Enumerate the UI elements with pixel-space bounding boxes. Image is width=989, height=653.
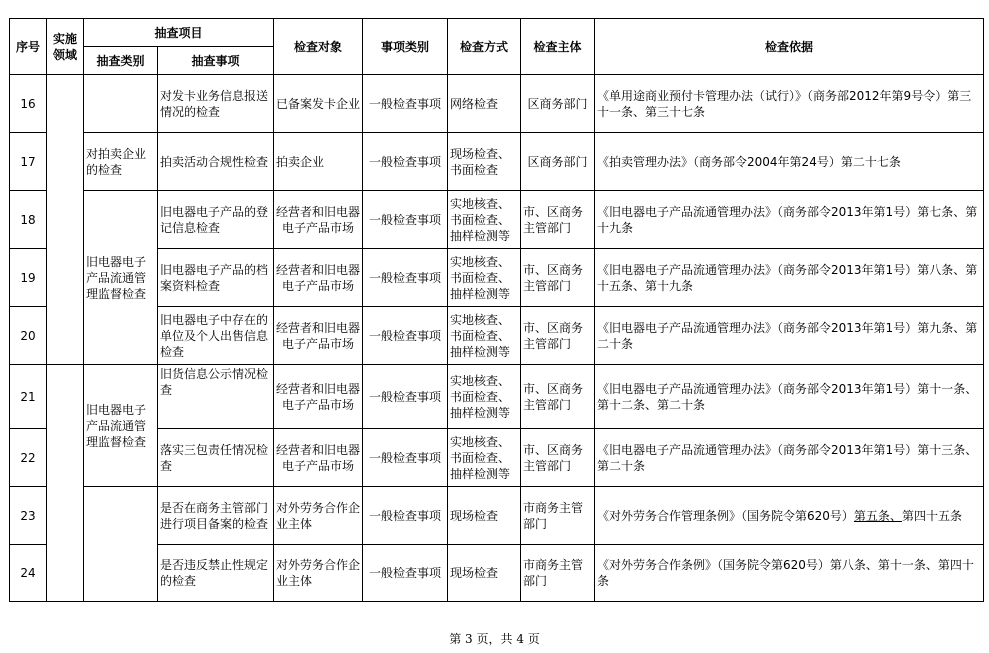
object-cell: 对外劳务合作企业主体 [274, 487, 363, 545]
matter-cell: 拍卖活动合规性检查 [158, 133, 274, 191]
header-basis: 检查依据 [595, 19, 984, 75]
method-cell: 现场检查 [448, 545, 521, 602]
object-cell: 对外劳务合作企业主体 [274, 545, 363, 602]
table-row [10, 365, 984, 429]
subject-cell: 市商务主管部门 [521, 545, 595, 602]
header-category: 抽查类别 [84, 47, 158, 75]
basis-cell: 《旧电器电子产品流通管理办法》（商务部令2013年第1号）第十三条、第二十条 [595, 429, 984, 487]
category-cell [84, 487, 158, 602]
type-cell: 一般检查事项 [363, 487, 448, 545]
type-cell: 一般检查事项 [363, 307, 448, 365]
basis-cell: 《拍卖管理办法》（商务部令2004年第24号）第二十七条 [595, 133, 984, 191]
header-item-group: 抽查项目 [84, 19, 274, 47]
row-no: 21 [10, 365, 47, 429]
field-cell [47, 75, 84, 365]
header-matter-type: 事项类别 [363, 19, 448, 75]
matter-cell: 落实三包责任情况检查 [158, 429, 274, 487]
header-object: 检查对象 [274, 19, 363, 75]
table-row [10, 191, 984, 249]
object-cell: 经营者和旧电器电子产品市场 [274, 365, 363, 429]
category-cell: 旧电器电子产品流通管理监督检查 [84, 365, 158, 487]
subject-cell: 市商务主管部门 [521, 487, 595, 545]
table-row [10, 75, 984, 133]
type-cell: 一般检查事项 [363, 75, 448, 133]
type-cell: 一般检查事项 [363, 249, 448, 307]
object-cell: 经营者和旧电器电子产品市场 [274, 429, 363, 487]
method-cell: 现场检查、书面检查 [448, 133, 521, 191]
subject-cell: 市、区商务主管部门 [521, 191, 595, 249]
header-method: 检查方式 [448, 19, 521, 75]
matter-cell: 对发卡业务信息报送情况的检查 [158, 75, 274, 133]
row-no: 24 [10, 545, 47, 602]
row-no: 20 [10, 307, 47, 365]
matter-cell: 是否违反禁止性规定的检查 [158, 545, 274, 602]
basis-text: 《对外劳务合作管理条例》（国务院令第620号） [597, 508, 854, 523]
object-cell: 经营者和旧电器电子产品市场 [274, 191, 363, 249]
table-row [10, 487, 984, 545]
subject-cell: 市、区商务主管部门 [521, 249, 595, 307]
basis-underlined-text: 第五条、 [853, 508, 902, 523]
subject-cell: 市、区商务主管部门 [521, 429, 595, 487]
row-no: 22 [10, 429, 47, 487]
inspection-table [9, 18, 984, 602]
row-no: 17 [10, 133, 47, 191]
type-cell: 一般检查事项 [363, 191, 448, 249]
basis-cell: 《旧电器电子产品流通管理办法》（商务部令2013年第1号）第十一条、第十二条、第二十条 [595, 365, 984, 429]
header-field: 实施领域 [47, 19, 84, 75]
row-no: 18 [10, 191, 47, 249]
matter-cell: 旧电器电子产品的登记信息检查 [158, 191, 274, 249]
basis-cell [595, 487, 984, 545]
object-cell: 已备案发卡企业 [274, 75, 363, 133]
method-cell: 实地核查、书面检查、抽样检测等 [448, 429, 521, 487]
type-cell: 一般检查事项 [363, 365, 448, 429]
object-cell: 拍卖企业 [274, 133, 363, 191]
type-cell: 一般检查事项 [363, 545, 448, 602]
header-subject: 检查主体 [521, 19, 595, 75]
row-no: 19 [10, 249, 47, 307]
basis-text: 第四十五条 [901, 508, 962, 523]
method-cell: 实地核查、书面检查、抽样检测等 [448, 365, 521, 429]
basis-cell: 《旧电器电子产品流通管理办法》（商务部令2013年第1号）第九条、第二十条 [595, 307, 984, 365]
method-cell: 现场检查 [448, 487, 521, 545]
type-cell: 一般检查事项 [363, 429, 448, 487]
subject-cell: 区商务部门 [521, 133, 595, 191]
basis-cell: 《对外劳务合作条例》（国务院令第620号）第八条、第十一条、第四十条 [595, 545, 984, 602]
subject-cell: 市、区商务主管部门 [521, 307, 595, 365]
matter-cell: 旧货信息公示情况检查 [158, 365, 274, 429]
method-cell: 实地核查、书面检查、抽样检测等 [448, 249, 521, 307]
method-cell: 网络检查 [448, 75, 521, 133]
category-cell: 对拍卖企业的检查 [84, 133, 158, 191]
page-footer: 第 3 页，共 4 页 [449, 632, 540, 646]
object-cell: 经营者和旧电器电子产品市场 [274, 307, 363, 365]
table-row [10, 133, 984, 191]
category-cell [84, 75, 158, 133]
subject-cell: 市、区商务主管部门 [521, 365, 595, 429]
matter-cell: 是否在商务主管部门进行项目备案的检查 [158, 487, 274, 545]
row-no: 23 [10, 487, 47, 545]
basis-cell: 《旧电器电子产品流通管理办法》（商务部令2013年第1号）第八条、第十五条、第十九条 [595, 249, 984, 307]
field-cell [47, 365, 84, 602]
basis-cell: 《单用途商业预付卡管理办法（试行）》（商务部2012年第9号令）第三十一条、第三十七条 [595, 75, 984, 133]
header-no: 序号 [10, 19, 47, 75]
matter-cell: 旧电器电子中存在的单位及个人出售信息检查 [158, 307, 274, 365]
object-cell: 经营者和旧电器电子产品市场 [274, 249, 363, 307]
method-cell: 实地核查、书面检查、抽样检测等 [448, 307, 521, 365]
header-matter: 抽查事项 [158, 47, 274, 75]
row-no: 16 [10, 75, 47, 133]
subject-cell: 区商务部门 [521, 75, 595, 133]
basis-cell: 《旧电器电子产品流通管理办法》（商务部令2013年第1号）第七条、第十九条 [595, 191, 984, 249]
type-cell: 一般检查事项 [363, 133, 448, 191]
matter-cell: 旧电器电子产品的档案资料检查 [158, 249, 274, 307]
method-cell: 实地核查、书面检查、抽样检测等 [448, 191, 521, 249]
category-cell: 旧电器电子产品流通管理监督检查 [84, 191, 158, 365]
